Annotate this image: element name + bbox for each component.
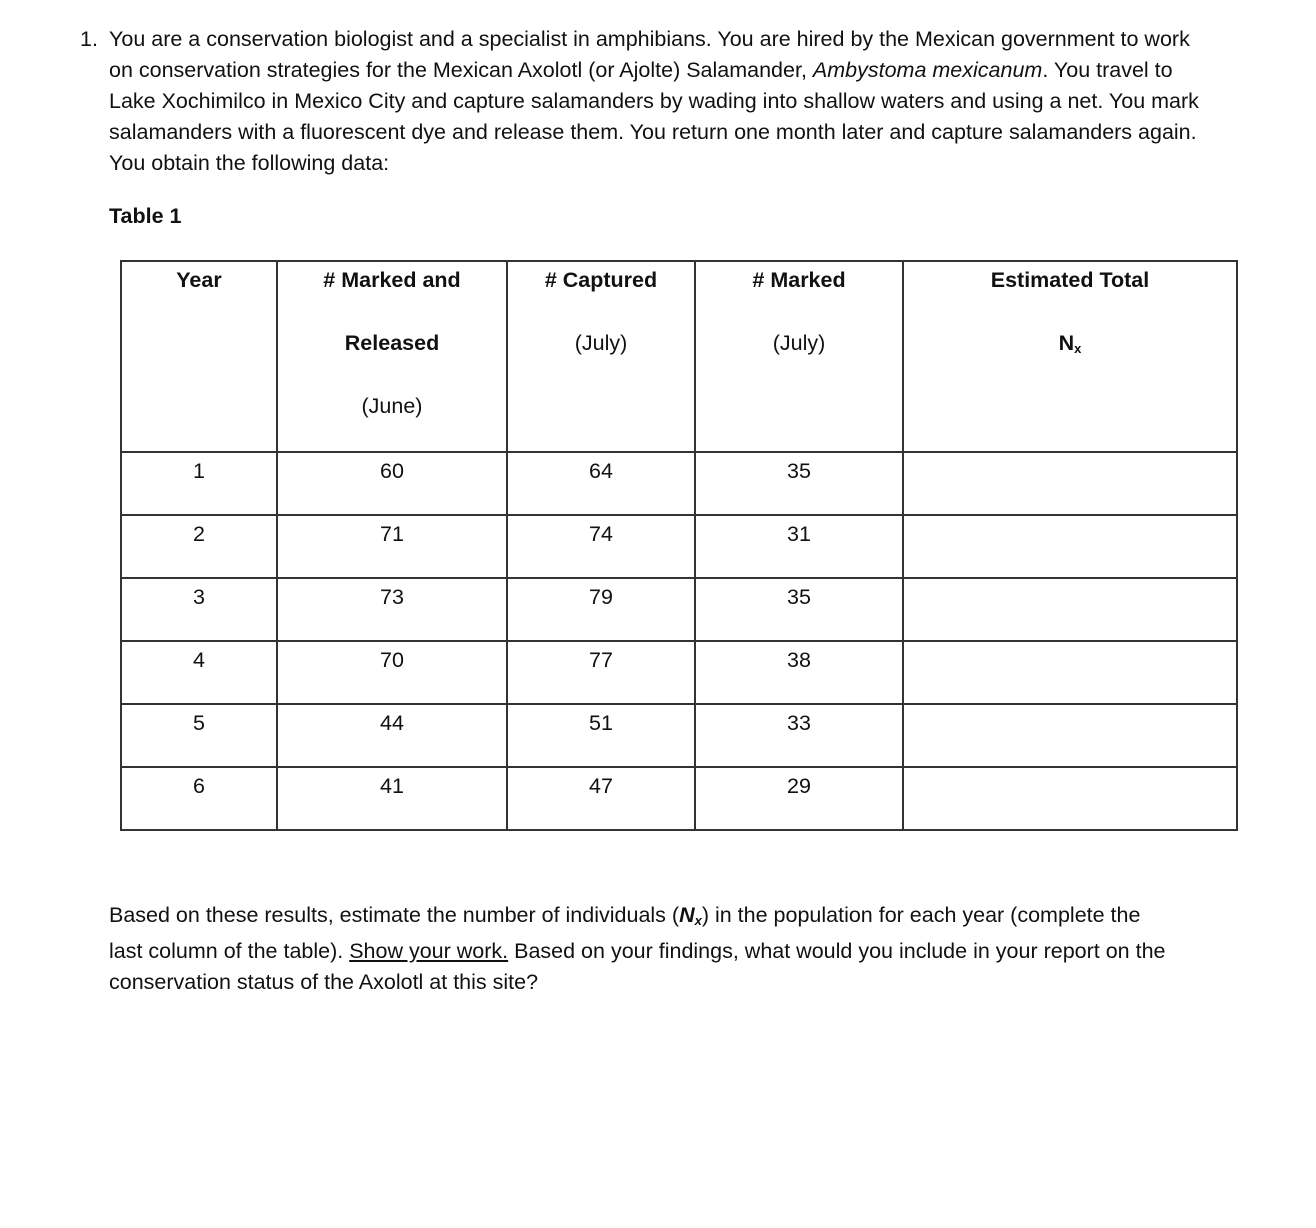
header-estimated-total-line1: Estimated Total (990, 268, 1150, 292)
cell-marked-released: 73 (277, 578, 507, 641)
followup-part2: ) in the population for each year (complete the last column of the table). (109, 903, 1141, 963)
species-name: Ambystoma mexicanum (812, 58, 1043, 82)
header-year-line1: Year (176, 268, 222, 292)
question-text (109, 24, 1209, 179)
table-label: Table 1 (109, 204, 182, 228)
cell-captured: 79 (507, 578, 695, 641)
question-number: 1. (80, 27, 98, 51)
cell-year: 1 (121, 452, 277, 515)
table-row (121, 641, 1237, 704)
header-marked-released-line1: # Marked and (323, 268, 461, 292)
header-captured-line2: (July) (574, 331, 628, 355)
followup-part1: Based on these results, estimate the number of individuals ( (109, 903, 680, 927)
followup-nx-subscript: x (694, 913, 702, 928)
cell-year: 2 (121, 515, 277, 578)
nx-subscript: x (1074, 341, 1082, 356)
cell-year: 5 (121, 704, 277, 767)
followup-instructions (109, 900, 1169, 998)
nx-base: N (1058, 331, 1075, 355)
cell-marked-released: 60 (277, 452, 507, 515)
header-marked-released-line2: Released (344, 331, 440, 355)
cell-estimated-total[interactable] (903, 767, 1237, 830)
cell-marked-released: 44 (277, 704, 507, 767)
table-row (121, 704, 1237, 767)
cell-marked-released: 41 (277, 767, 507, 830)
table-row (121, 767, 1237, 830)
cell-marked-released: 70 (277, 641, 507, 704)
header-marked-line1: # Marked (752, 268, 846, 292)
cell-marked-released: 71 (277, 515, 507, 578)
table-row (121, 515, 1237, 578)
header-captured-line1: # Captured (544, 268, 658, 292)
table-row (121, 578, 1237, 641)
cell-estimated-total[interactable] (903, 452, 1237, 515)
cell-year: 4 (121, 641, 277, 704)
header-estimated-total (903, 261, 1237, 452)
table-header-row (121, 261, 1237, 452)
cell-captured: 77 (507, 641, 695, 704)
header-marked-line2: (July) (772, 331, 826, 355)
followup-part3: Based on your findings, what would you include in your report on the conservation status of the Axolotl at this site? (109, 939, 1166, 994)
cell-captured: 51 (507, 704, 695, 767)
cell-marked: 31 (695, 515, 903, 578)
question-text-part1: You are a conservation biologist and a specialist in amphibians. You are hired by the Mexican government to work on conservation strategies for the Mexican Axolotl (or Ajolte) Salamander, (109, 27, 1190, 82)
header-marked-released (277, 261, 507, 452)
cell-estimated-total[interactable] (903, 704, 1237, 767)
cell-captured: 64 (507, 452, 695, 515)
header-year (121, 261, 277, 452)
cell-captured: 74 (507, 515, 695, 578)
table-row (121, 452, 1237, 515)
cell-marked: 29 (695, 767, 903, 830)
cell-marked: 38 (695, 641, 903, 704)
question-text-part2: . You travel to Lake Xochimilco in Mexico City and capture salamanders by wading into shallow waters and using a net. You mark salamanders with a fluorescent dye and release them. You return one month later and capture salamanders again. You obtain the following data: (109, 58, 1199, 175)
cell-marked: 33 (695, 704, 903, 767)
cell-estimated-total[interactable] (903, 641, 1237, 704)
header-marked (695, 261, 903, 452)
header-captured (507, 261, 695, 452)
cell-captured: 47 (507, 767, 695, 830)
data-table (120, 260, 1238, 831)
header-marked-released-line3: (June) (361, 394, 423, 418)
cell-marked: 35 (695, 452, 903, 515)
show-your-work: Show your work. (349, 939, 509, 963)
cell-estimated-total[interactable] (903, 515, 1237, 578)
cell-year: 3 (121, 578, 277, 641)
followup-nx-base: N (679, 903, 695, 927)
cell-estimated-total[interactable] (903, 578, 1237, 641)
cell-year: 6 (121, 767, 277, 830)
cell-marked: 35 (695, 578, 903, 641)
header-estimated-total-line2 (904, 325, 1236, 388)
